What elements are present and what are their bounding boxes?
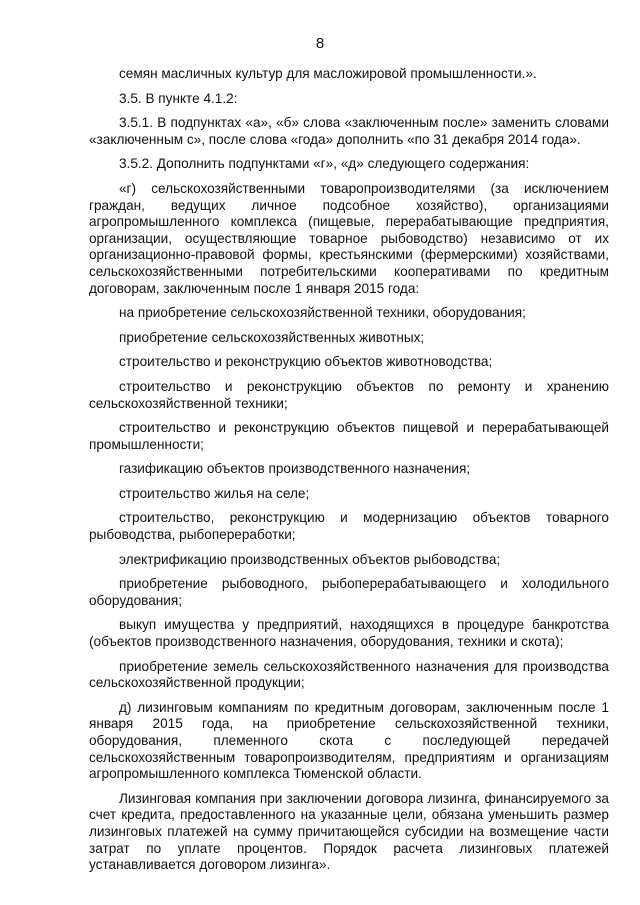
paragraph: на приобретение сельскохозяйственной техники, оборудования; — [119, 305, 526, 321]
paragraph: 3.5. В пункте 4.1.2: — [119, 90, 238, 106]
paragraph: приобретение земель сельскохозяйственного назначения для производства сельскохозяйственной продукции; — [89, 658, 609, 691]
paragraph: строительство жилья на селе; — [119, 485, 310, 501]
paragraph: 3.5.1. В подпунктах «а», «б» слова «заключенным после» заменить словами «заключенным с», после слова «года» дополнить «по 31 декабря 2014 года». — [89, 115, 609, 147]
paragraph: выкуп имущества у предприятий, находящихся в процедуре банкротства (объектов производственного назначения, оборудования, техники и скота); — [89, 617, 609, 650]
paragraph: строительство и реконструкцию объектов пищевой и перерабатывающей промышленности; — [89, 420, 609, 452]
paragraph: строительство, реконструкцию и модернизацию объектов товарного рыбоводства, рыбопереработки; — [89, 510, 609, 543]
paragraph: газификацию объектов производственного назначения; — [119, 461, 471, 477]
paragraph: электрификацию производственных объектов рыбоводства; — [119, 551, 501, 567]
paragraph: д) лизинговым компаниям по кредитным договорам, заключенным после 1 января 2015 года, на приобретение сельскохозяйственной техники, оборудования, племенного скота с последующей передачей сельскохозяйственным товаропроизводителям, предприятиям и организациям агропромышленного комплекса Тюменской области. — [89, 699, 609, 782]
document-body — [89, 66, 609, 882]
paragraph: «г) сельскохозяйственными товаропроизводителями (за исключением граждан, ведущих личное подсобное хозяйство), организациями агропромышленного комплекса (пищевые, перерабатывающие предприятия, организации, осуществляющие товарное рыбоводство) независимо от их организационно-правовой формы, крестьянскими (фермерскими) хозяйствами, сельскохозяйственными потребительскими кооперативами по кредитным договорам, заключенным после 1 января 2015 года: — [89, 180, 609, 296]
paragraph: приобретение сельскохозяйственных животных; — [119, 329, 425, 345]
paragraph: строительство и реконструкцию объектов по ремонту и хранению сельскохозяйственной техники; — [89, 378, 609, 411]
paragraph: приобретение рыбоводного, рыбоперерабатывающего и холодильного оборудования; — [89, 576, 609, 608]
paragraph: Лизинговая компания при заключении договора лизинга, финансируемого за счет кредита, предоставленного на указанные цели, обязана уменьшить размер лизинговых платежей на сумму причитающейся субсидии на возмещение части затрат по уплате процентов. Порядок расчета лизинговых платежей устанавливается договором лизинга». — [89, 790, 609, 873]
paragraph: 3.5.2. Дополнить подпунктами «г», «д» следующего содержания: — [119, 156, 530, 172]
paragraph: строительство и реконструкцию объектов животноводства; — [119, 354, 493, 370]
page-number: 8 — [315, 35, 325, 52]
paragraph: семян масличных культур для масложировой промышленности.». — [119, 66, 537, 81]
